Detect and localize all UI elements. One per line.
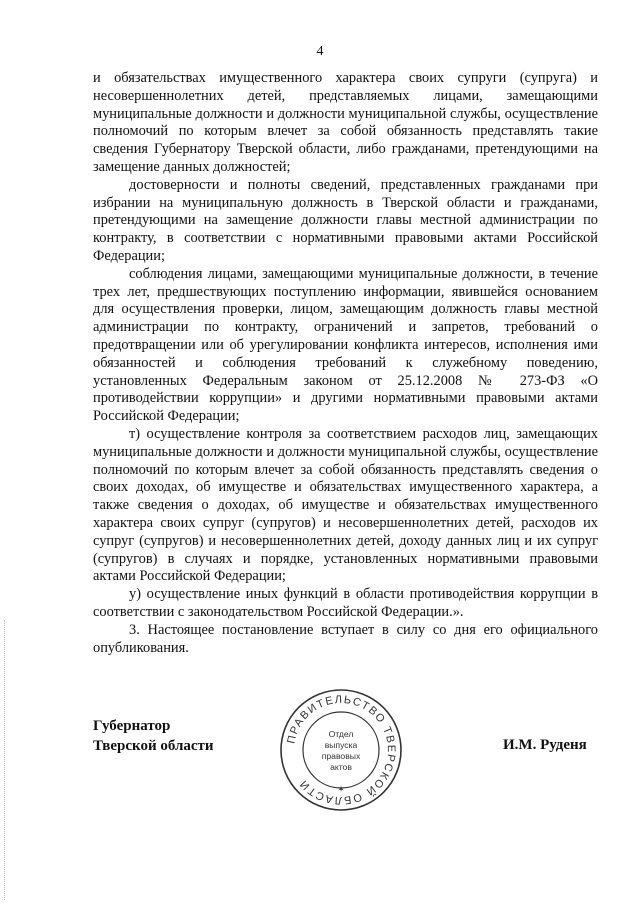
paragraph: т) осуществление контроля за соответствием расходов лиц, замещающих муниципальные должности и должности муниципальной службы, осуществление полномочий по которым влечет за собой обязанность представлять сведения о своих доходах, об имуществе и обязательствах имущественного характера, а также сведения о доходах, об имуществе и обязательствах имущественного характера своих супруг (супругов) и несовершеннолетних детей, расходов их супруг (супругов) и несовершеннолетних детей, доходу данных лиц и их супруг (супругов) в случаях и порядке, установленных нормативными правовыми актами Российской Федерации; (93, 425, 598, 585)
signatory-title-line: Тверской области (93, 738, 214, 754)
stamp-inner-line: актов (330, 762, 352, 772)
signatory-title-line: Губернатор (93, 718, 171, 734)
paragraph: соблюдения лицами, замещающими муниципальные должности, в течение трех лет, предшествующих поступлению информации, явившейся основанием для осуществления проверки, лицом, замещающим должность главы местной администрации по контракту, ограничений и запретов, требований о предотвращении или об урегулировании конфликта интересов, исполнения ими обязанностей и соблюдения требований к служебному поведению, установленных Федеральным законом от 25.12.2008 № 273-ФЗ «О противодействии коррупции» и другими нормативными правовыми актами Российской Федерации; (93, 265, 598, 425)
margin-scan-dots (4, 620, 7, 900)
signatory-title (93, 716, 214, 756)
official-stamp (279, 688, 403, 812)
paragraph: у) осуществление иных функций в области противодействия коррупции в соответствии с законодательством Российской Федерации.». (93, 586, 598, 620)
stamp-ring-text: ПРАВИТЕЛЬСТВО ТВЕРСКОЙ ОБЛАСТИ (285, 693, 398, 807)
paragraph: достоверности и полноты сведений, представленных гражданами при избрании на муниципальную должность в Тверской области и гражданами, претендующими на замещение должности главы местной администрации по контракту, в соответствии с нормативными правовыми актами Российской Федерации; (93, 176, 598, 264)
paragraph: и обязательствах имущественного характера своих супруги (супруга) и несовершеннолетних детей, представляемых лицами, замещающими муниципальные должности и должности муниципальной службы, осуществление полномочий по которым влечет за собой обязанность представлять такие сведения Губернатору Тверской области, либо гражданами, претендующими на замещение данных должностей; (93, 70, 598, 175)
document-body (93, 70, 598, 657)
paragraph: 3. Настоящее постановление вступает в силу со дня его официального опубликования. (93, 621, 598, 656)
stamp-inner-line: правовых (321, 751, 361, 761)
page-number: 4 (316, 44, 324, 59)
stamp-inner-line: Отдел (328, 729, 354, 739)
star-icon: ✶ (337, 784, 345, 794)
signatory-name: И.М. Руденя (503, 737, 587, 753)
stamp-inner-line: выпуска (324, 740, 358, 750)
